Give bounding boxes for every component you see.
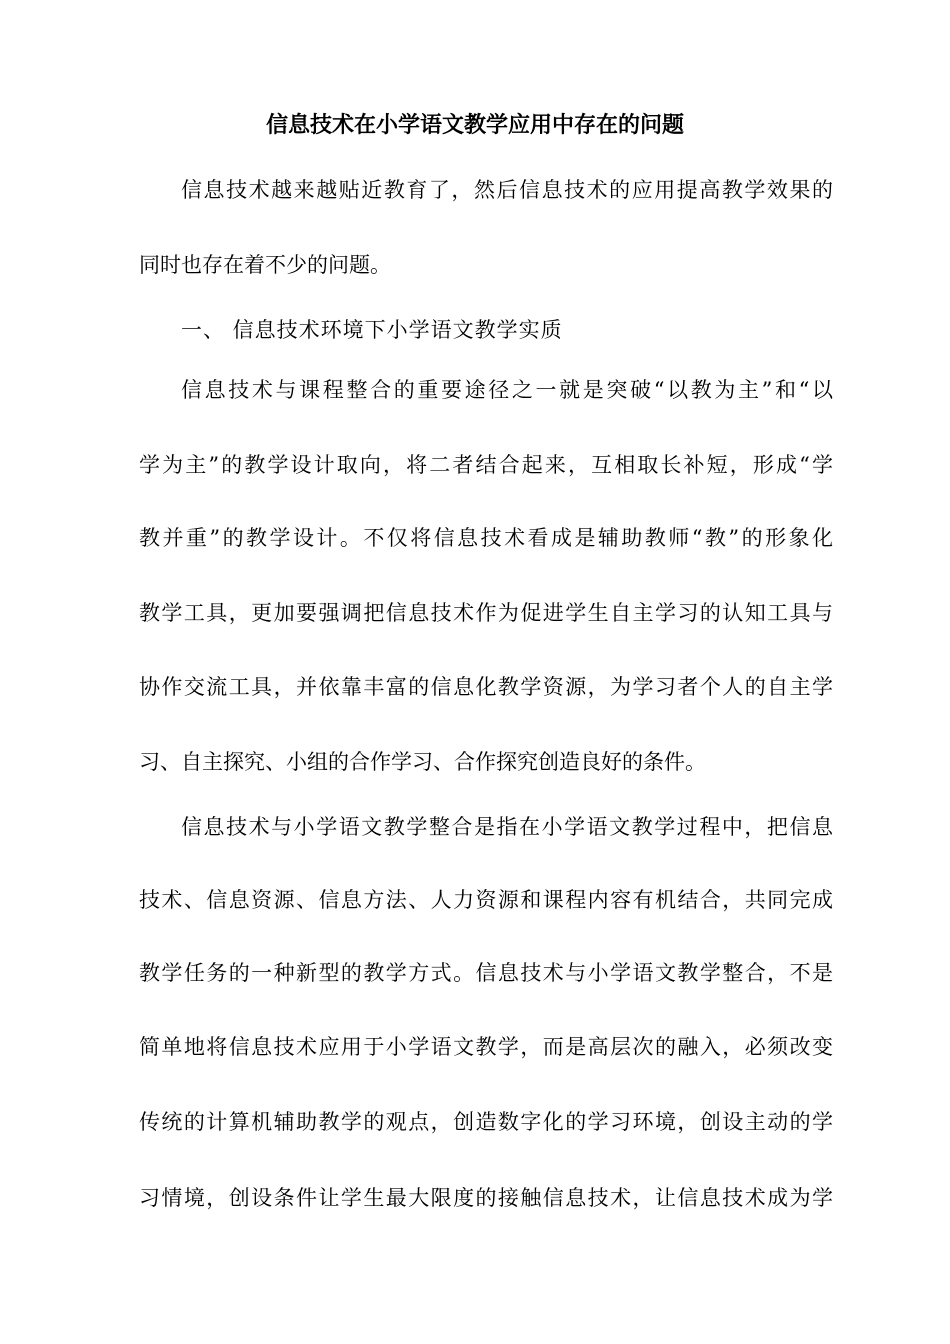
paragraph-line: 信息技术与课程整合的重要途径之一就是突破“以教为主”和“以 [181, 378, 833, 402]
paragraph-line: 学为主”的教学设计取向，将二者结合起来，互相取长补短，形成“学 [139, 453, 833, 477]
paragraph-line: 传统的计算机辅助教学的观点，创造数字化的学习环境，创设主动的学 [139, 1110, 833, 1134]
paragraph-line: 习情境，创设条件让学生最大限度的接触信息技术，让信息技术成为学 [139, 1186, 833, 1210]
document-title: 信息技术在小学语文教学应用中存在的问题 [265, 113, 684, 138]
paragraph-line: 同时也存在着不少的问题。 [139, 253, 391, 277]
paragraph-line: 教学任务的一种新型的教学方式。信息技术与小学语文教学整合，不是 [139, 961, 833, 985]
paragraph-line: 信息技术与小学语文教学整合是指在小学语文教学过程中，把信息 [181, 815, 833, 839]
paragraph-line: 教并重”的教学设计。不仅将信息技术看成是辅助教师“教”的形象化 [139, 526, 833, 550]
paragraph-line: 技术、信息资源、信息方法、人力资源和课程内容有机结合，共同完成 [139, 888, 833, 912]
paragraph-line: 教学工具，更加要强调把信息技术作为促进学生自主学习的认知工具与 [139, 601, 833, 625]
paragraph-line: 信息技术越来越贴近教育了，然后信息技术的应用提高教学效果的 [181, 178, 833, 202]
paragraph-line: 习、自主探究、小组的合作学习、合作探究创造良好的条件。 [139, 750, 706, 774]
paragraph-line: 协作交流工具，并依靠丰富的信息化教学资源，为学习者个人的自主学 [139, 675, 833, 699]
section-heading: 一、 信息技术环境下小学语文教学实质 [181, 318, 563, 342]
paragraph-line: 简单地将信息技术应用于小学语文教学，而是高层次的融入，必须改变 [139, 1035, 833, 1059]
